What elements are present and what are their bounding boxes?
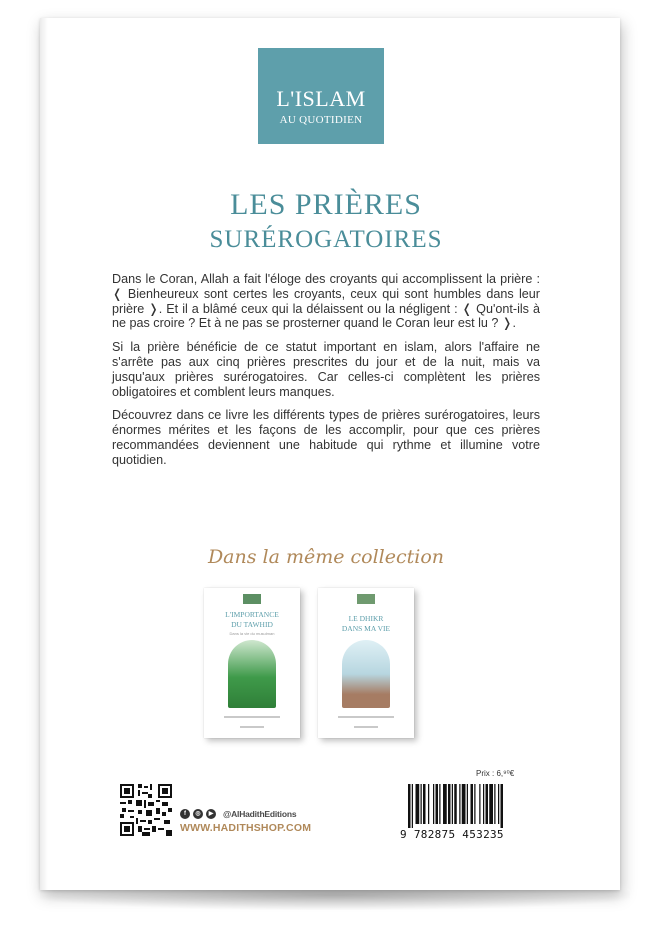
instagram-icon[interactable]: ◎ — [193, 809, 203, 819]
social-row — [180, 808, 296, 820]
series-badge — [258, 48, 384, 144]
mosque-arch-image — [228, 640, 276, 708]
qr-code-icon — [120, 784, 172, 836]
praying-hands-image — [342, 640, 390, 708]
mini-book-title: DANS MA VIE — [341, 624, 391, 633]
mini-book-title: LE DHIKR — [348, 614, 384, 623]
blurb-paragraph: Si la prière bénéficie de ce statut important en islam, alors l'affaire ne s'arrête pas aux cinq prières prescrites du jour et de la nuit, mais va jusqu'aux prières surérogatoires. Car celles-ci complètent les prières obligatoires et comblent leurs manques. — [112, 340, 540, 399]
spine-edge — [40, 18, 48, 890]
collection-book-tawhid — [204, 588, 300, 738]
collection-book-dhikr — [318, 588, 414, 738]
price-label: Prix : 6,⁹⁰€ — [476, 769, 515, 778]
collection-heading: Dans la même collection — [207, 546, 445, 568]
mini-series-badge — [243, 594, 261, 604]
social-handle[interactable]: @AlHadithEditions — [223, 809, 297, 819]
barcode-icon — [406, 784, 534, 828]
mini-author-line — [338, 716, 394, 718]
youtube-icon[interactable]: ▶ — [206, 809, 216, 819]
mini-book-title: L'IMPORTANCE — [225, 610, 279, 619]
mini-book-subtitle: Dans la vie du musulman — [229, 631, 275, 636]
website-link[interactable]: WWW.HADITHSHOP.COM — [180, 822, 312, 834]
book-title-line2: SURÉROGATOIRES — [209, 226, 443, 253]
mini-author-line — [224, 716, 280, 718]
mini-series-badge — [357, 594, 375, 604]
book-title-line1: LES PRIÈRES — [230, 188, 422, 221]
mini-book-title: DU TAWHID — [231, 620, 273, 629]
mini-publisher-line — [354, 726, 378, 728]
mini-publisher-line — [240, 726, 264, 728]
blurb — [112, 272, 540, 477]
blurb-paragraph: Découvrez dans ce livre les différents types de prières surérogatoires, leurs énormes mérites et les façons de les accomplir, pour que ces prières recommandées deviennent une habitude qui rythme et illumine votre quotidien. — [112, 408, 540, 467]
facebook-icon[interactable]: f — [180, 809, 190, 819]
series-name: L'ISLAM — [276, 86, 366, 111]
isbn-number: 9 782875 453235 — [400, 828, 504, 841]
blurb-paragraph: Dans le Coran, Allah a fait l'éloge des croyants qui accomplissent la prière : ❬ Bienheureux sont certes les croyants, ceux qui sont humbles dans leur prière ❭. Et il a blâmé ceux qui la délaissent ou la négligent : ❬ Qu'ont-ils à ne pas croire ? Et à ne pas se prosterner quand le Coran leur est lu ? ❭. — [112, 272, 540, 331]
series-subname: AU QUOTIDIEN — [279, 114, 363, 126]
